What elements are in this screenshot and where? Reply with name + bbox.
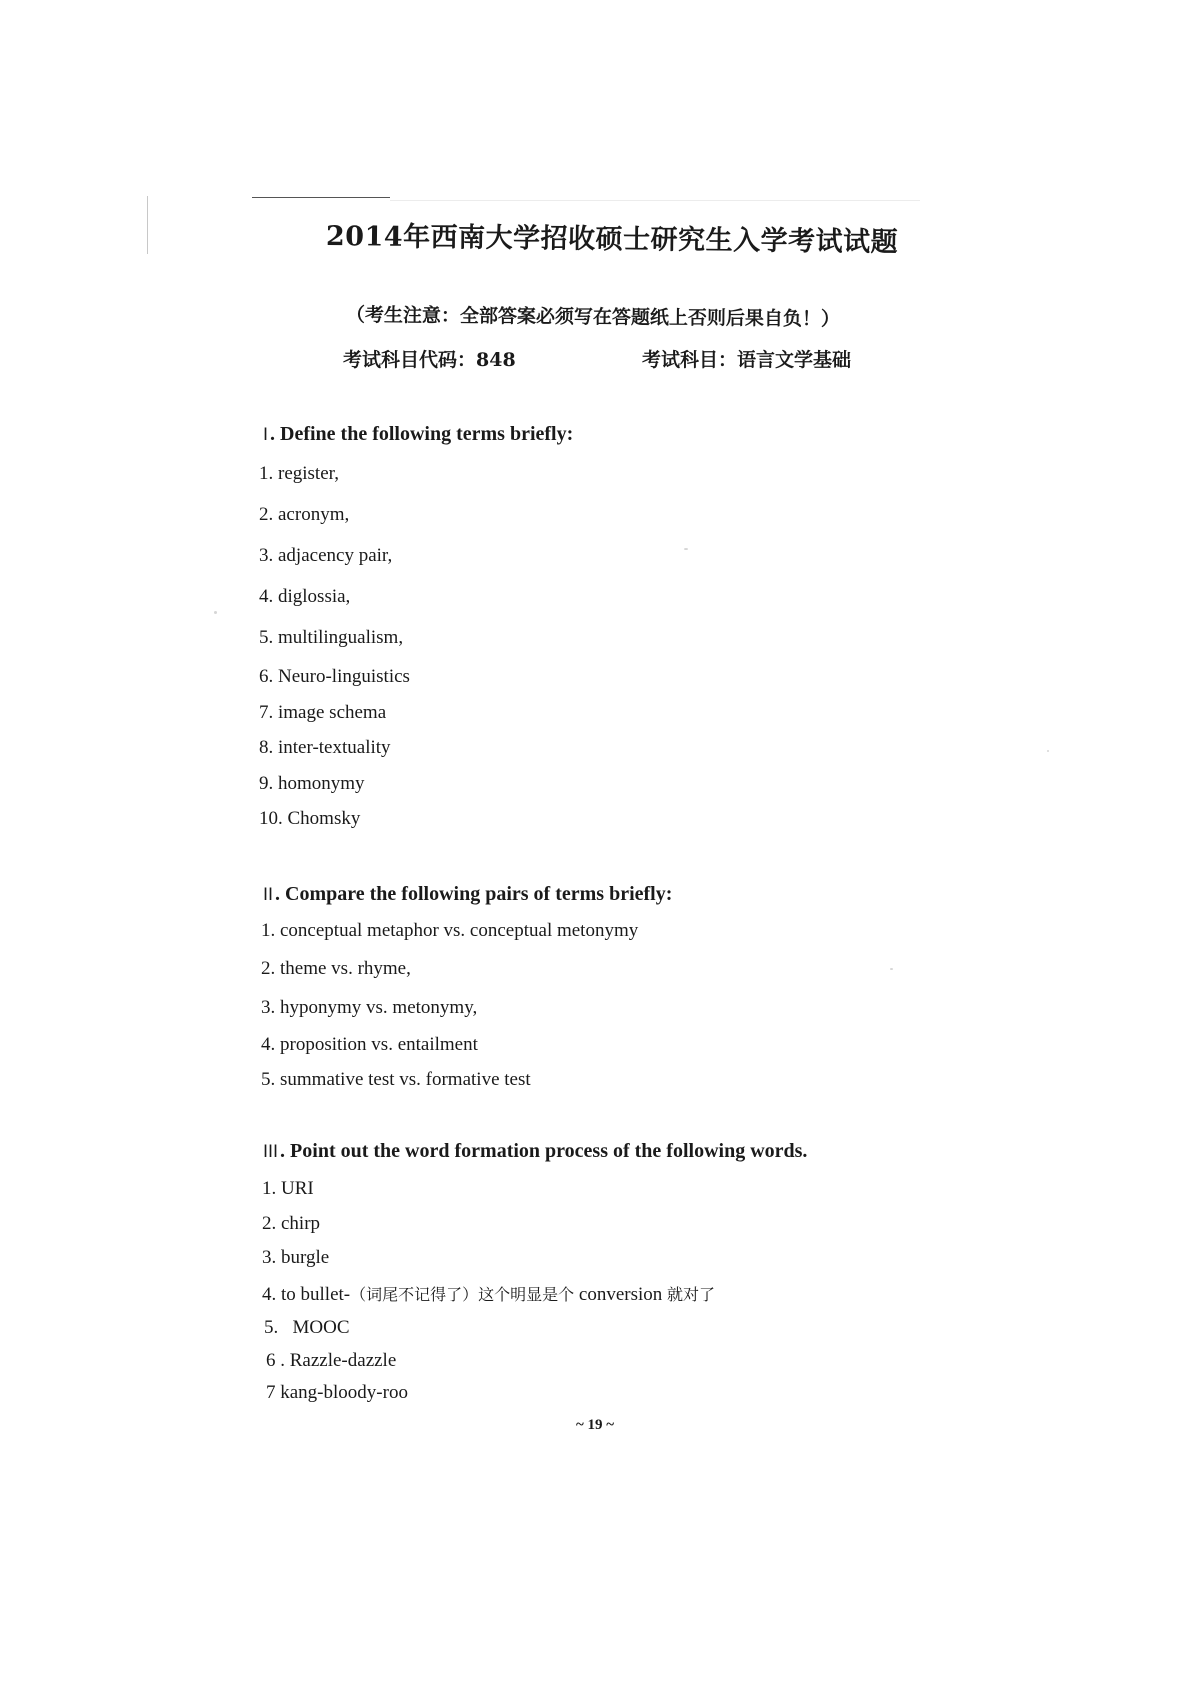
handwritten-note-cn: （词尾不记得了）这个明显是个 xyxy=(350,1285,575,1304)
list-item: 1. URI xyxy=(262,1178,314,1199)
section-3-title: . Point out the word formation process of the following words. xyxy=(280,1140,808,1162)
list-item xyxy=(262,1282,715,1306)
list-item: 5. multilingualism, xyxy=(259,627,404,648)
list-item: 3. adjacency pair, xyxy=(259,545,393,566)
section-1-title: . Define the following terms briefly: xyxy=(270,423,574,445)
exam-title: 2014年西南大学招收硕士研究生入学考试试题 xyxy=(325,221,899,258)
section-1-heading xyxy=(263,423,573,446)
subject-name-value: 语言文学基础 xyxy=(737,349,852,371)
list-item: 6. Neuro-linguistics xyxy=(259,666,410,687)
section-2-heading xyxy=(263,883,672,906)
subject-code-line xyxy=(343,345,516,372)
list-item: 7 kang-bloody-roo xyxy=(266,1382,408,1403)
scan-speck xyxy=(214,611,217,614)
list-item: 2. acronym, xyxy=(259,504,350,525)
list-item: 5. summative test vs. formative test xyxy=(261,1069,531,1090)
handwritten-note-en: conversion xyxy=(574,1284,668,1305)
list-item: 8. inter-textuality xyxy=(259,737,391,758)
section-2-numeral: II xyxy=(263,885,274,905)
subject-name-label: 考试科目： xyxy=(642,349,738,371)
list-item: 9. homonymy xyxy=(259,773,365,794)
subject-name-line xyxy=(642,345,851,372)
list-item: 4. proposition vs. entailment xyxy=(261,1034,478,1055)
section-3-heading xyxy=(263,1140,807,1163)
list-item: 1. conceptual metaphor vs. conceptual metonymy xyxy=(261,920,639,941)
list-item: 2. chirp xyxy=(262,1213,321,1234)
page-number: ~ 19 ~ xyxy=(576,1417,615,1433)
list-item: 5. MOOC xyxy=(264,1317,350,1338)
list-item: 2. theme vs. rhyme, xyxy=(261,958,411,979)
subject-code-value: 848 xyxy=(476,349,516,371)
scan-speck xyxy=(684,548,688,550)
section-1-numeral: I xyxy=(263,425,269,445)
header-rule xyxy=(252,197,390,198)
scan-speck xyxy=(890,968,893,970)
scan-margin-mark xyxy=(147,196,148,254)
faint-scan-line xyxy=(390,200,920,201)
section-3-numeral: III xyxy=(263,1142,279,1162)
subject-code-label: 考试科目代码： xyxy=(343,349,477,371)
list-item: 7. image schema xyxy=(259,702,387,723)
section-2-title: . Compare the following pairs of terms briefly: xyxy=(275,883,673,905)
list-item: 6 . Razzle-dazzle xyxy=(266,1350,397,1371)
list-item: 1. register, xyxy=(259,463,339,484)
item-text: 4. to bullet- xyxy=(262,1284,351,1305)
list-item: 10. Chomsky xyxy=(259,808,361,829)
list-item: 3. burgle xyxy=(262,1247,330,1268)
list-item: 3. hyponymy vs. metonymy, xyxy=(261,997,478,1018)
candidate-notice: （考生注意：全部答案必须写在答题纸上否则后果自负！） xyxy=(345,304,841,331)
list-item: 4. diglossia, xyxy=(259,586,351,607)
handwritten-note-cn-end: 就对了 xyxy=(667,1285,716,1304)
scan-speck xyxy=(1047,750,1049,752)
